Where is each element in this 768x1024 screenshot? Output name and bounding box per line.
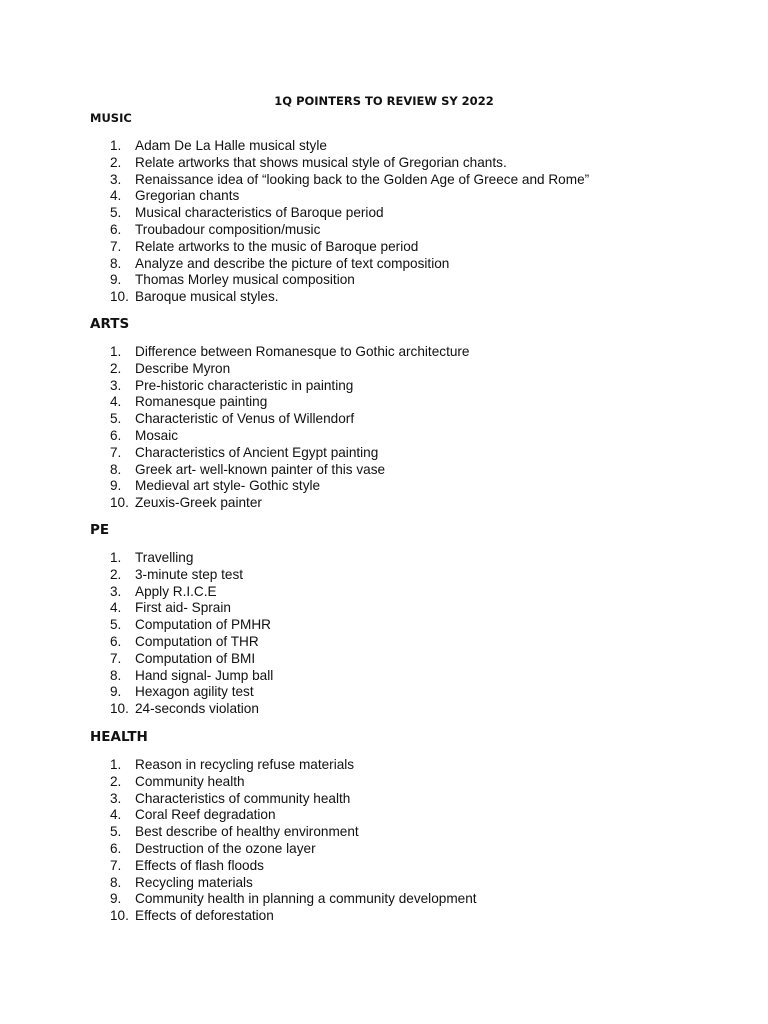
- list-item: 1. Difference between Romanesque to Gothic architecture: [110, 344, 470, 359]
- section-health: [90, 729, 710, 925]
- list-item: 8. Hand signal- Jump ball: [110, 667, 274, 683]
- list-item: 6. Computation of THR: [110, 633, 259, 649]
- list-item: 6. Troubadour composition/music: [110, 221, 321, 237]
- list-item: 4. Romanesque painting: [110, 394, 268, 410]
- list-item: 4. Coral Reef degradation: [110, 807, 276, 823]
- list-item: 4. Gregorian chants: [110, 188, 240, 204]
- list-item: 9. Community health in planning a community development: [110, 891, 477, 907]
- list-item: 1. Travelling: [110, 550, 194, 565]
- list-item: 2. Describe Myron: [110, 360, 231, 376]
- section-heading: ARTS: [90, 316, 130, 332]
- section-music: [90, 110, 710, 306]
- list-item: 7. Relate artworks to the music of Baroque period: [110, 238, 419, 254]
- item-list: [90, 757, 710, 925]
- list-item: 10. Baroque musical styles.: [110, 289, 279, 305]
- list-item: 10. 24-seconds violation: [110, 701, 259, 717]
- list-item: 10. Zeuxis-Greek painter: [110, 495, 262, 511]
- list-item: 3. Apply R.I.C.E: [110, 583, 217, 599]
- list-item: 1. Adam De La Halle musical style: [110, 138, 327, 153]
- item-list: [90, 344, 710, 512]
- list-item: 3. Characteristics of community health: [110, 790, 351, 806]
- section-pe: [90, 522, 710, 718]
- list-item: 10. Effects of deforestation: [110, 908, 274, 924]
- list-item: 5. Characteristic of Venus of Willendorf: [110, 411, 355, 427]
- section-heading: MUSIC: [90, 111, 132, 125]
- item-list: [90, 138, 710, 306]
- list-item: 7. Computation of BMI: [110, 650, 256, 666]
- list-item: 3. Pre-historic characteristic in painting: [110, 377, 354, 393]
- list-item: 9. Thomas Morley musical composition: [110, 272, 355, 288]
- list-item: 6. Mosaic: [110, 427, 179, 443]
- section-heading: PE: [90, 522, 110, 538]
- list-item: 1. Reason in recycling refuse materials: [110, 757, 355, 772]
- list-item: 8. Analyze and describe the picture of text composition: [110, 255, 450, 271]
- list-item: 7. Characteristics of Ancient Egypt painting: [110, 444, 379, 460]
- list-item: 8. Recycling materials: [110, 874, 253, 890]
- list-item: 2. Community health: [110, 773, 245, 789]
- list-item: 5. Computation of PMHR: [110, 617, 271, 633]
- item-list: [90, 550, 710, 718]
- list-item: 9. Hexagon agility test: [110, 684, 254, 700]
- list-item: 9. Medieval art style- Gothic style: [110, 478, 321, 494]
- list-item: 4. First aid- Sprain: [110, 600, 231, 616]
- list-item: 5. Best describe of healthy environment: [110, 824, 359, 840]
- list-item: 6. Destruction of the ozone layer: [110, 840, 316, 856]
- list-item: 3. Renaissance idea of “looking back to the Golden Age of Greece and Rome”: [110, 171, 590, 187]
- list-item: 5. Musical characteristics of Baroque period: [110, 205, 384, 221]
- list-item: 2. 3-minute step test: [110, 566, 244, 582]
- list-item: 7. Effects of flash floods: [110, 857, 264, 873]
- section-heading: HEALTH: [90, 729, 148, 745]
- section-arts: [90, 316, 710, 512]
- list-item: 2. Relate artworks that shows musical style of Gregorian chants.: [110, 154, 507, 170]
- document-title: 1Q POINTERS TO REVIEW SY 2022: [274, 94, 494, 108]
- list-item: 8. Greek art- well-known painter of this vase: [110, 461, 386, 477]
